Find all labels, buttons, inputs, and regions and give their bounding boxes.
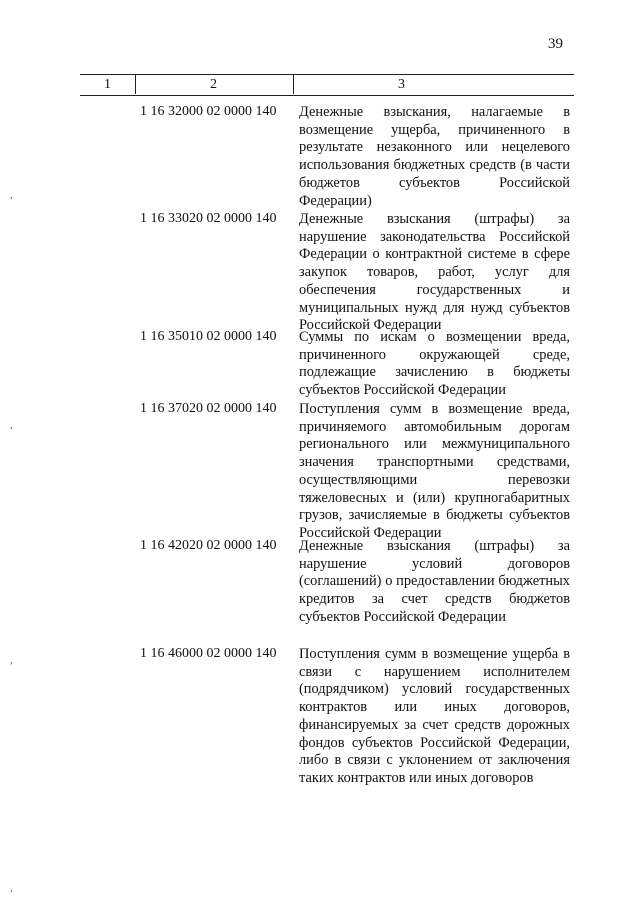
table-header [80,74,574,96]
header-col-3: 3 [398,77,405,92]
row-description: Денежные взыскания (штрафы) за нарушение условий договоров (соглашений) о предоставлении бюджетных кредитов за счет средств бюджетов субъектов Российской Федерации [299,538,570,625]
header-col-2: 2 [210,77,217,92]
scan-mark: , [10,190,13,201]
header-col-1: 1 [104,77,111,92]
row-description: Поступления сумм в возмещение вреда, причиняемого автомобильным дорогам регионального или межмуниципального значения транспортными средствами, осуществляющими перевозки тяжеловесных и (или) крупногабаритных грузов, зачисляемые в бюджеты субъектов Российской Федерации [299,401,570,541]
kbk-code: 1 16 37020 02 0000 140 [140,401,277,416]
header-divider [135,74,136,94]
kbk-code: 1 16 35010 02 0000 140 [140,329,277,344]
page-number: 39 [548,36,563,52]
scan-mark: , [10,655,13,666]
kbk-code: 1 16 42020 02 0000 140 [140,538,277,553]
row-description: Поступления сумм в возмещение ущерба в связи с нарушением исполнителем (подрядчиком) условий государственных контрактов или иных договоров, финансируемых за счет средств дорожных фондов субъектов Российской Федерации, либо в связи с уклонением от заключения таких контрактов или иных договоров [299,646,570,786]
row-description: Денежные взыскания, налагаемые в возмещение ущерба, причиненного в результате незаконного или нецелевого использования бюджетных средств (в части бюджетов субъектов Российской Федерации) [299,104,570,209]
row-description: Денежные взыскания (штрафы) за нарушение законодательства Российской Федерации о контрактной системе в сфере закупок товаров, работ, услуг для обеспечения государственных и муниципальных нужд для нужд субъектов Российской Федерации [299,211,570,334]
kbk-code: 1 16 33020 02 0000 140 [140,211,277,226]
header-divider [293,74,294,94]
kbk-code: 1 16 32000 02 0000 140 [140,104,277,119]
kbk-code: 1 16 46000 02 0000 140 [140,646,277,661]
scan-mark: , [10,883,13,894]
row-description: Суммы по искам о возмещении вреда, причиненного окружающей среде, подлежащие зачислению в бюджеты субъектов Российской Федерации [299,329,570,399]
scan-mark: , [10,420,13,431]
